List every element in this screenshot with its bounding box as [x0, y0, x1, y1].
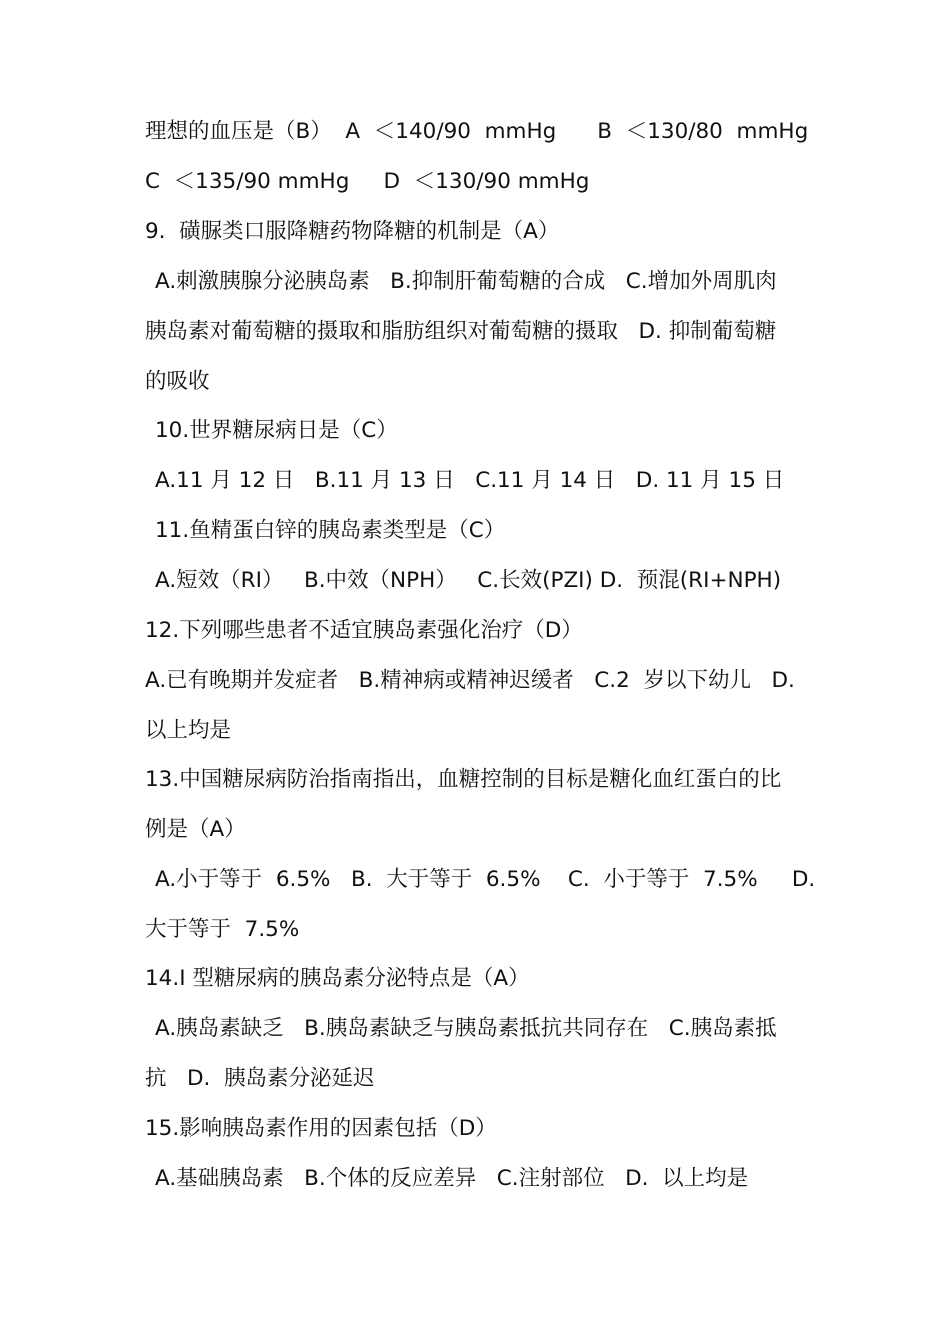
text-line: 例是（A）: [145, 817, 246, 842]
question-11: 11.鱼精蛋白锌的胰岛素类型是（C）: [155, 518, 506, 543]
question-15: 15.影响胰岛素作用的因素包括（D）: [145, 1116, 497, 1141]
question-9: 9. 磺脲类口服降糖药物降糖的机制是（A）: [145, 219, 560, 244]
text-line: 大于等于 7.5%: [145, 917, 300, 942]
question-12: 12.下列哪些患者不适宜胰岛素强化治疗（D）: [145, 618, 583, 643]
text-line: C ＜135/90 mmHg D ＜130/90 mmHg: [145, 169, 590, 194]
question-10: 10.世界糖尿病日是（C）: [155, 418, 398, 443]
options-line: A.刺激胰腺分泌胰岛素 B.抑制肝葡萄糖的合成 C.增加外周肌肉: [155, 269, 777, 294]
options-line: A.11 月 12 日 B.11 月 13 日 C.11 月 14 日 D. 11 月 15 日: [155, 468, 785, 493]
options-line: A.基础胰岛素 B.个体的反应差异 C.注射部位 D. 以上均是: [155, 1166, 749, 1191]
text-line: 胰岛素对葡萄糖的摄取和脂肪组织对葡萄糖的摄取 D. 抑制葡萄糖: [145, 319, 777, 344]
options-line: A.小于等于 6.5% B. 大于等于 6.5% C. 小于等于 7.5% D.: [155, 867, 816, 892]
options-line: A.短效（RI） B.中效（NPH） C.长效(PZI) D. 预混(RI+NPH): [155, 568, 782, 593]
text-line: 的吸收: [145, 369, 210, 394]
text-line: 理想的血压是（B） A ＜140/90 mmHg B ＜130/80 mmHg: [145, 119, 809, 144]
text-line: 以上均是: [145, 718, 232, 743]
text-line: 抗 D. 胰岛素分泌延迟: [145, 1066, 375, 1091]
options-line: A.已有晚期并发症者 B.精神病或精神迟缓者 C.2 岁以下幼儿 D.: [145, 668, 795, 693]
question-14: 14.I 型糖尿病的胰岛素分泌特点是（A）: [145, 966, 530, 991]
question-13: 13.中国糖尿病防治指南指出，血糖控制的目标是糖化血红蛋白的比: [145, 767, 782, 792]
options-line: A.胰岛素缺乏 B.胰岛素缺乏与胰岛素抵抗共同存在 C.胰岛素抵: [155, 1016, 777, 1041]
